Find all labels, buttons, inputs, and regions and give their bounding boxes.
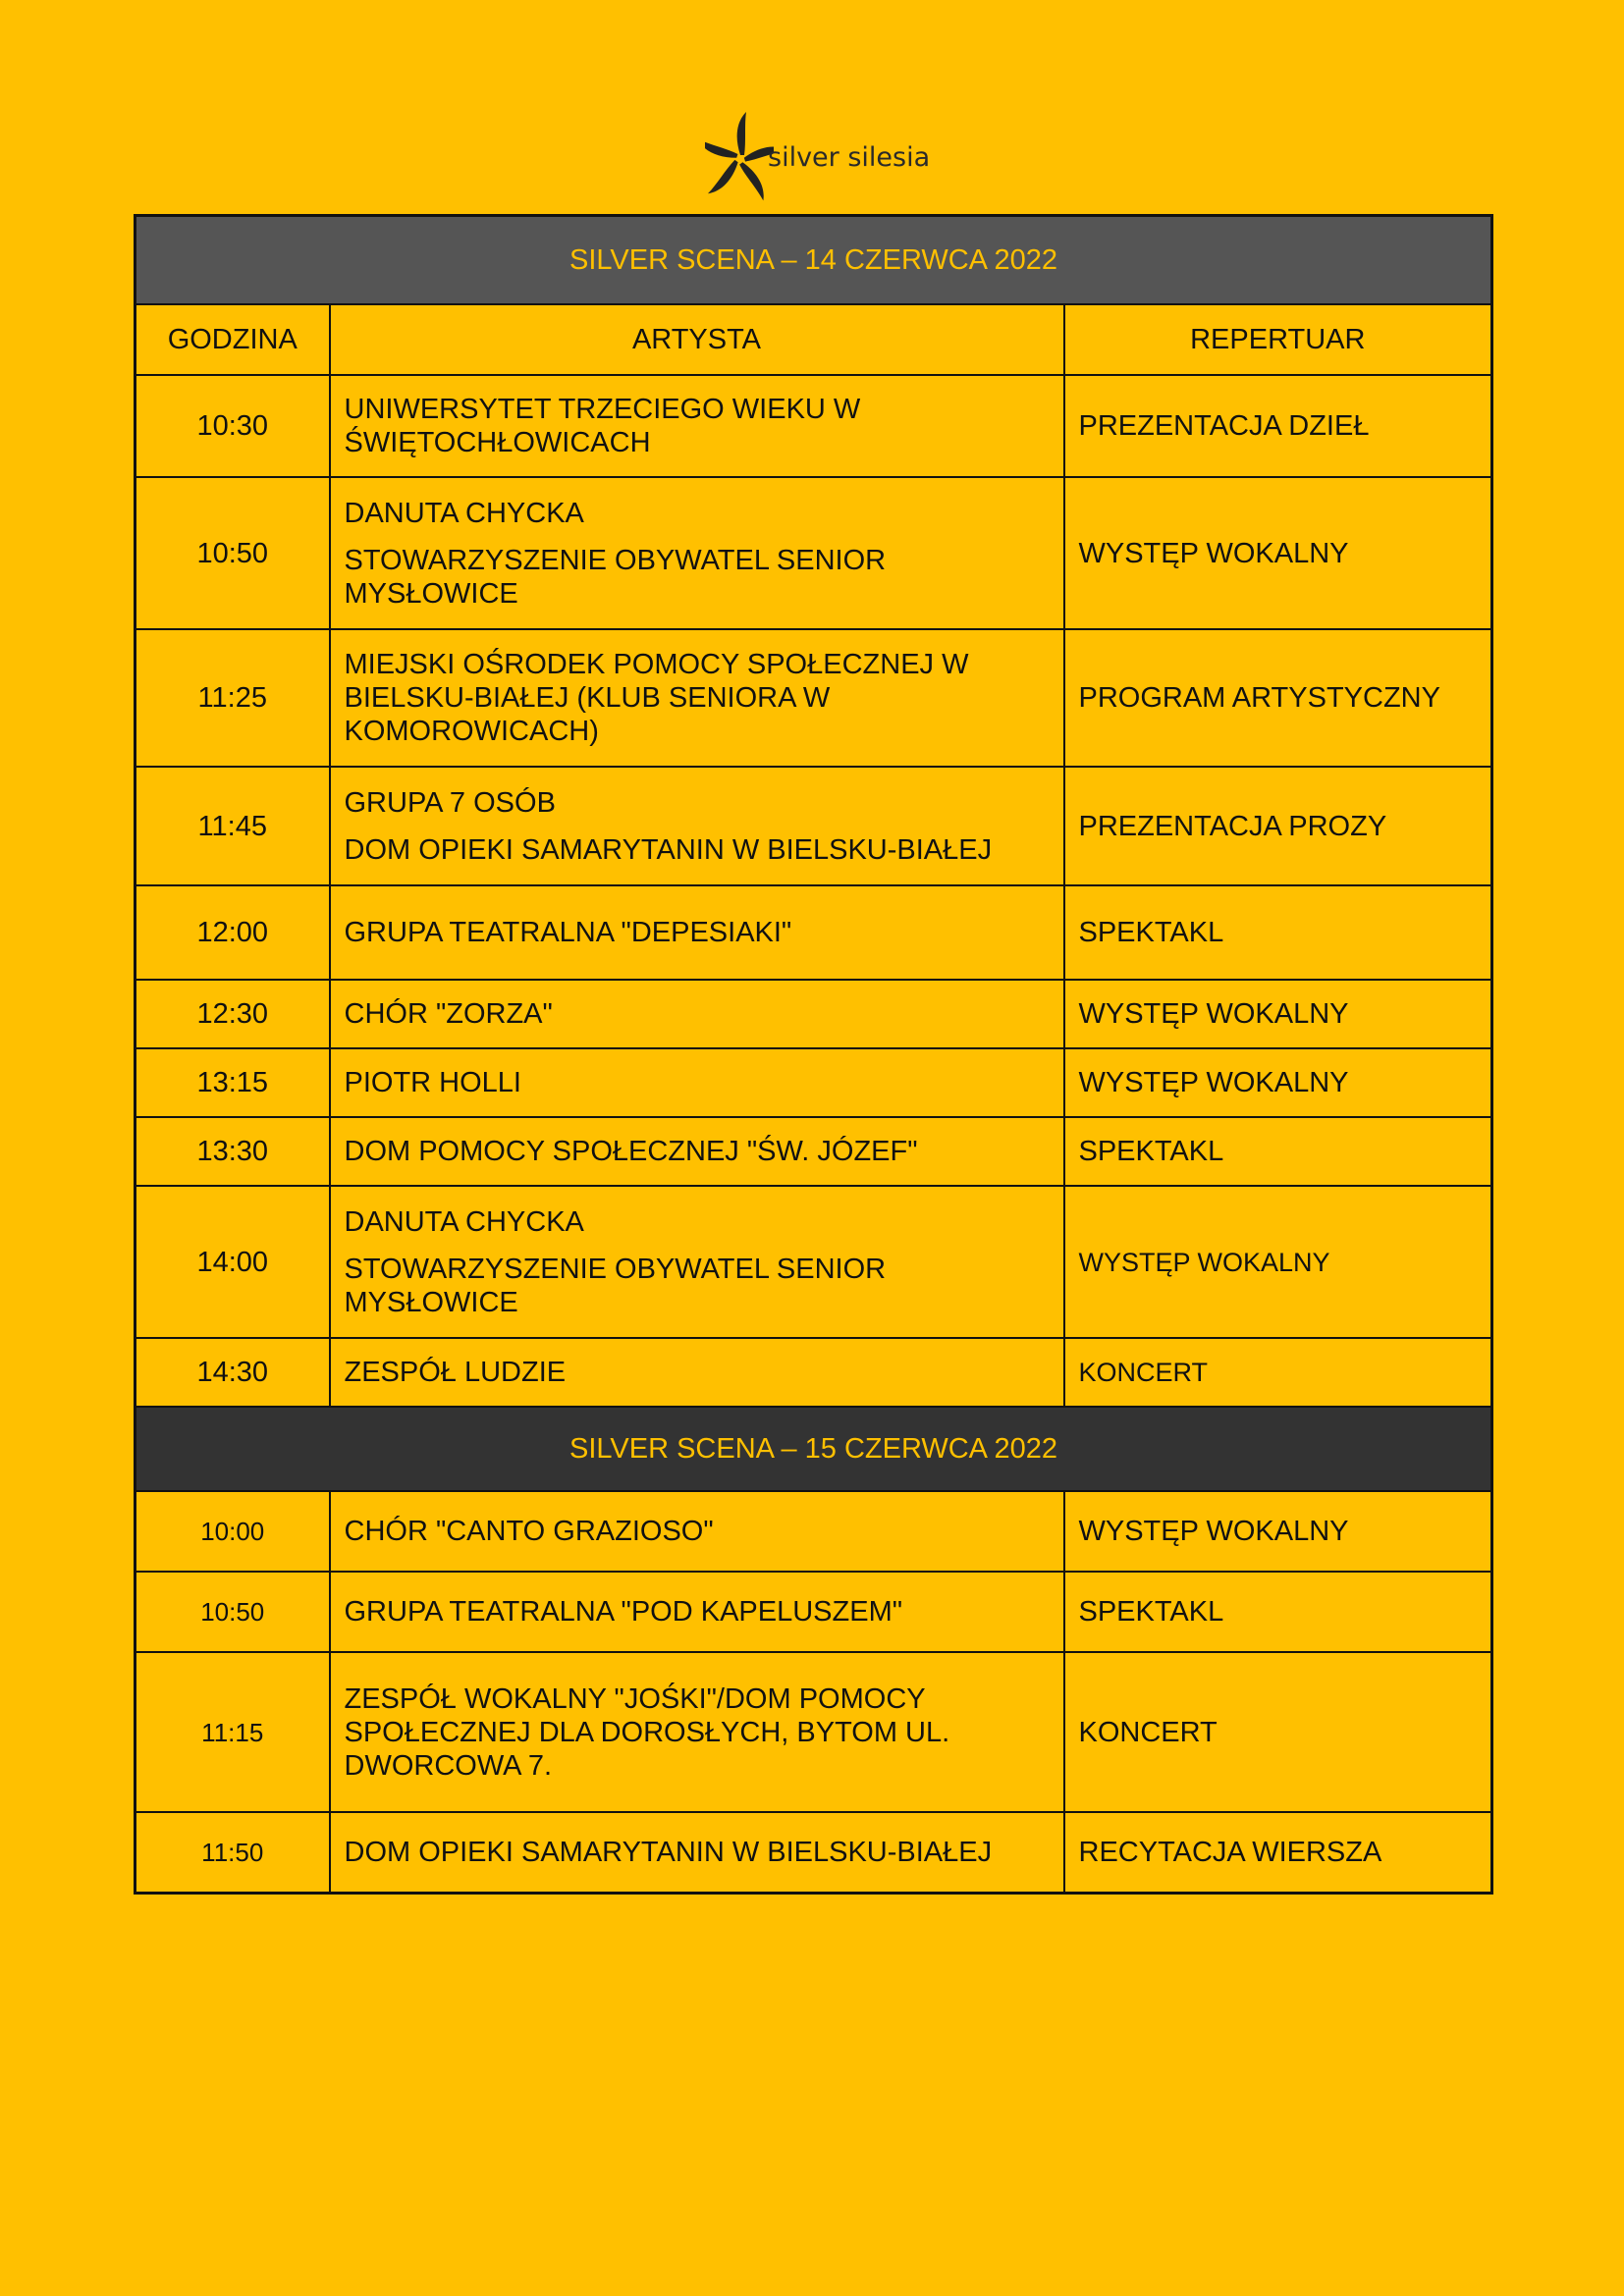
repertoire-cell: WYSTĘP WOKALNY xyxy=(1064,1491,1492,1572)
schedule-row xyxy=(135,1117,1492,1186)
schedule-row xyxy=(135,1491,1492,1572)
repertoire-cell: PREZENTACJA DZIEŁ xyxy=(1064,375,1492,477)
schedule-row xyxy=(135,1812,1492,1893)
artist-line: MIEJSKI OŚRODEK POMOCY SPOŁECZNEJ W BIELSKU-BIAŁEJ (KLUB SENIORA W KOMOROWICACH) xyxy=(344,649,969,747)
repertoire-cell: WYSTĘP WOKALNY xyxy=(1064,477,1492,629)
column-header-artist: ARTYSTA xyxy=(330,304,1064,375)
artist-cell xyxy=(330,980,1064,1048)
artist-cell xyxy=(330,1491,1064,1572)
artist-cell xyxy=(330,1117,1064,1186)
artist-line: ZESPÓŁ WOKALNY "JOŚKI"/DOM POMOCY SPOŁECZNEJ DLA DOROSŁYCH, BYTOM UL. DWORCOWA 7. xyxy=(344,1682,950,1782)
time-cell: 14:00 xyxy=(135,1186,330,1338)
artist-cell xyxy=(330,1572,1064,1652)
schedule-row xyxy=(135,1652,1492,1812)
artist-line: DOM POMOCY SPOŁECZNEJ "ŚW. JÓZEF" xyxy=(344,1136,918,1167)
repertoire-cell: SPEKTAKL xyxy=(1064,885,1492,980)
time-cell: 10:50 xyxy=(135,1572,330,1652)
time-cell: 10:50 xyxy=(135,477,330,629)
time-cell: 14:30 xyxy=(135,1338,330,1407)
artist-cell xyxy=(330,1048,1064,1117)
schedule-row xyxy=(135,629,1492,767)
artist-line: STOWARZYSZENIE OBYWATEL SENIOR MYSŁOWICE xyxy=(344,544,887,610)
artist-line: DANUTA CHYCKA xyxy=(344,497,584,529)
artist-line: GRUPA 7 OSÓB xyxy=(344,786,556,819)
repertoire-cell: RECYTACJA WIERSZA xyxy=(1064,1812,1492,1893)
artist-cell xyxy=(330,1652,1064,1812)
artist-cell xyxy=(330,1186,1064,1338)
artist-line: GRUPA TEATRALNA "DEPESIAKI" xyxy=(344,917,792,948)
repertoire-cell: SPEKTAKL xyxy=(1064,1572,1492,1652)
day-title: SILVER SCENA – 15 CZERWCA 2022 xyxy=(135,1407,1492,1491)
schedule-table xyxy=(134,214,1493,1895)
schedule-row xyxy=(135,1572,1492,1652)
repertoire-cell: PROGRAM ARTYSTYCZNY xyxy=(1064,629,1492,767)
day-title: SILVER SCENA – 14 CZERWCA 2022 xyxy=(135,216,1492,305)
day-title-row xyxy=(135,1407,1492,1491)
artist-line: PIOTR HOLLI xyxy=(344,1067,521,1098)
artist-line: UNIWERSYTET TRZECIEGO WIEKU W ŚWIĘTOCHŁOWICACH xyxy=(344,394,861,458)
artist-cell xyxy=(330,767,1064,885)
schedule-row xyxy=(135,1048,1492,1117)
time-cell: 11:25 xyxy=(135,629,330,767)
schedule-row xyxy=(135,980,1492,1048)
column-header-repertoire: REPERTUAR xyxy=(1064,304,1492,375)
artist-cell xyxy=(330,375,1064,477)
artist-cell xyxy=(330,629,1064,767)
artist-line: GRUPA TEATRALNA "POD KAPELUSZEM" xyxy=(344,1596,903,1628)
time-cell: 13:30 xyxy=(135,1117,330,1186)
schedule-row xyxy=(135,375,1492,477)
repertoire-cell: KONCERT xyxy=(1064,1652,1492,1812)
schedule-row xyxy=(135,885,1492,980)
artist-cell xyxy=(330,1338,1064,1407)
repertoire-cell: WYSTĘP WOKALNY xyxy=(1064,980,1492,1048)
artist-cell xyxy=(330,885,1064,980)
time-cell: 11:50 xyxy=(135,1812,330,1893)
schedule-row xyxy=(135,1338,1492,1407)
repertoire-cell: SPEKTAKL xyxy=(1064,1117,1492,1186)
artist-line: DANUTA CHYCKA xyxy=(344,1205,584,1238)
artist-line: CHÓR "CANTO GRAZIOSO" xyxy=(344,1516,714,1547)
column-header-row xyxy=(135,304,1492,375)
artist-line: DOM OPIEKI SAMARYTANIN W BIELSKU-BIAŁEJ xyxy=(344,1836,993,1868)
time-cell: 12:30 xyxy=(135,980,330,1048)
artist-line: CHÓR "ZORZA" xyxy=(344,998,553,1030)
schedule-row xyxy=(135,477,1492,629)
repertoire-cell: WYSTĘP WOKALNY xyxy=(1064,1186,1492,1338)
artist-line: STOWARZYSZENIE OBYWATEL SENIOR MYSŁOWICE xyxy=(344,1253,887,1318)
logo-text: silver silesia xyxy=(768,142,931,173)
schedule-row xyxy=(135,1186,1492,1338)
time-cell: 10:30 xyxy=(135,375,330,477)
time-cell: 11:45 xyxy=(135,767,330,885)
artist-line: ZESPÓŁ LUDZIE xyxy=(344,1357,567,1388)
repertoire-cell: WYSTĘP WOKALNY xyxy=(1064,1048,1492,1117)
day-title-row xyxy=(135,216,1492,305)
time-cell: 10:00 xyxy=(135,1491,330,1572)
artist-line: DOM OPIEKI SAMARYTANIN W BIELSKU-BIAŁEJ xyxy=(344,833,993,866)
time-cell: 11:15 xyxy=(135,1652,330,1812)
repertoire-cell: PREZENTACJA PROZY xyxy=(1064,767,1492,885)
repertoire-cell: KONCERT xyxy=(1064,1338,1492,1407)
artist-cell xyxy=(330,477,1064,629)
flower-logo-icon xyxy=(705,110,774,208)
silver-silesia-logo xyxy=(705,110,931,208)
time-cell: 13:15 xyxy=(135,1048,330,1117)
artist-cell xyxy=(330,1812,1064,1893)
schedule-row xyxy=(135,767,1492,885)
time-cell: 12:00 xyxy=(135,885,330,980)
column-header-time: GODZINA xyxy=(135,304,330,375)
